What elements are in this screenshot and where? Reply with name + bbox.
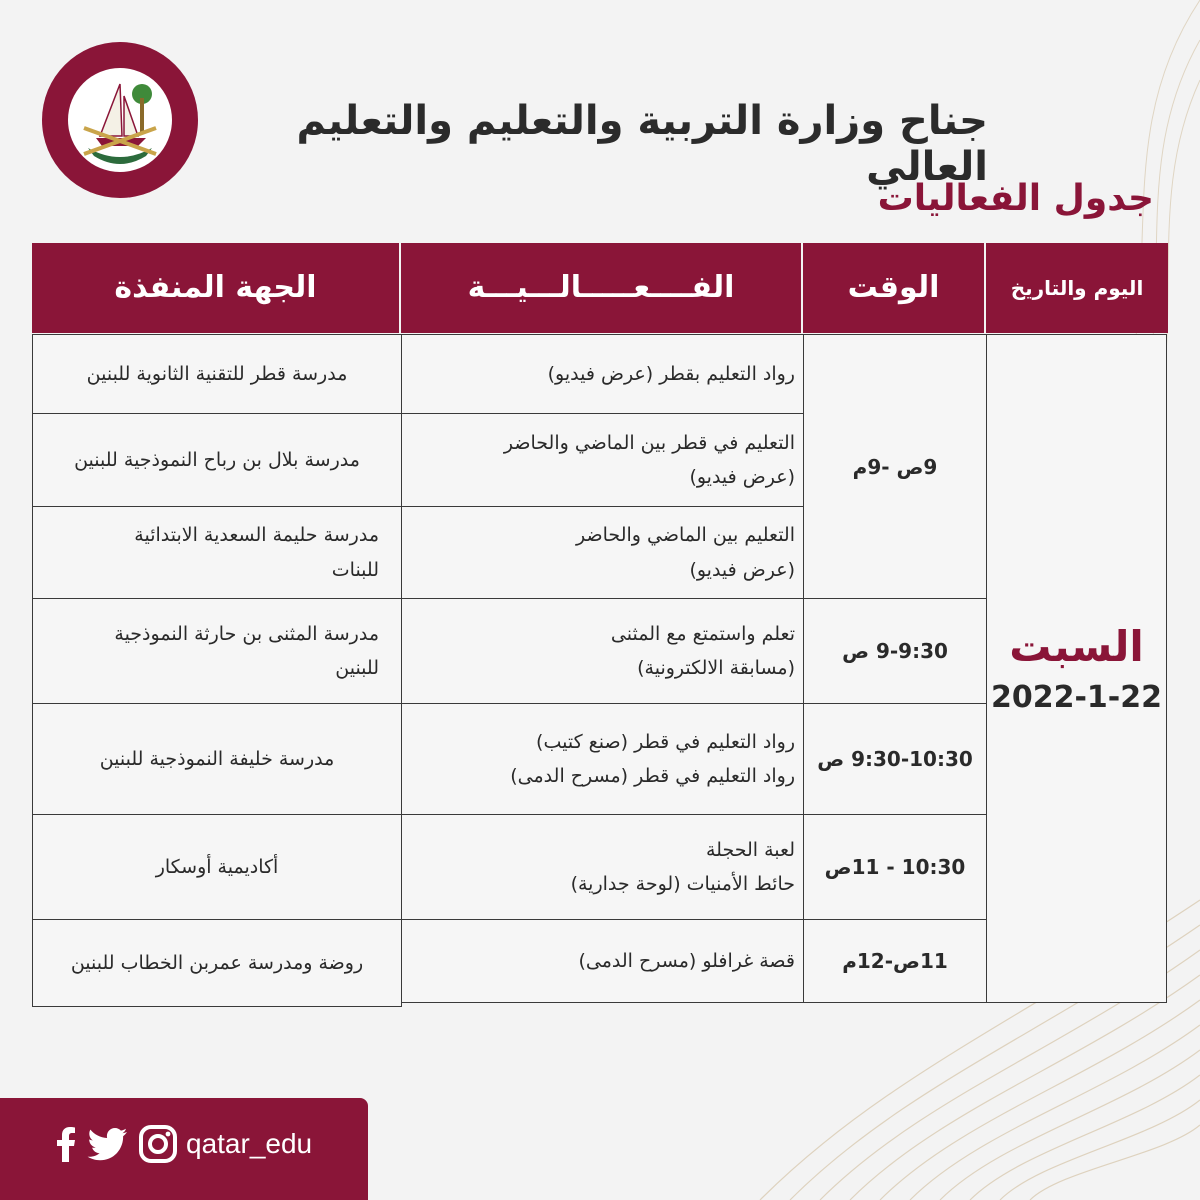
time-value: 11ص-12م xyxy=(842,949,948,973)
organizer-cell xyxy=(32,919,402,1007)
time-cell xyxy=(803,919,987,1003)
facebook-icon[interactable] xyxy=(44,1122,88,1166)
time-value: 9ص -9م xyxy=(852,454,938,479)
header-day-date-label: اليوم والتاريخ xyxy=(1010,276,1144,300)
time-value: 9:30-10:30 ص xyxy=(817,747,973,771)
organizer-line: مدرسة بلال بن رباح النموذجية للبنين xyxy=(74,448,360,471)
social-footer xyxy=(0,1098,368,1200)
organizer-line: مدرسة حليمة السعدية الابتدائية xyxy=(134,524,379,547)
time-cell xyxy=(803,703,987,815)
header-organizer-label: الجهة المنفذة xyxy=(114,270,317,305)
activity-line: رواد التعليم بقطر (عرض فيديو) xyxy=(547,362,795,385)
activity-cell xyxy=(401,334,804,414)
header-day-date xyxy=(986,243,1168,333)
social-handle[interactable]: qatar_edu xyxy=(186,1128,313,1159)
activity-cell xyxy=(401,814,804,920)
organizer-cell xyxy=(32,703,402,815)
organizer-cell xyxy=(32,334,402,414)
organizer-line: للبنات xyxy=(331,558,379,581)
twitter-icon[interactable] xyxy=(84,1122,132,1166)
time-cell xyxy=(803,334,987,599)
activity-cell xyxy=(401,413,804,507)
event-date: 2022-1-22 xyxy=(990,679,1163,715)
activity-line: حائط الأمنيات (لوحة جدارية) xyxy=(570,873,795,895)
organizer-line: مدرسة المثنى بن حارثة النموذجية xyxy=(114,622,379,645)
organizer-line: مدرسة قطر للتقنية الثانوية للبنين xyxy=(86,362,348,385)
page-subtitle: جدول الفعاليات xyxy=(877,178,1154,219)
organizer-line: روضة ومدرسة عمربن الخطاب للبنين xyxy=(70,951,364,974)
activity-line: رواد التعليم في قطر (صنع كتيب) xyxy=(536,730,795,753)
header-activity xyxy=(401,243,801,333)
header-time xyxy=(803,243,984,333)
activity-line: تعلم واستمتع مع المثنى xyxy=(610,622,795,645)
organizer-line: مدرسة خليفة النموذجية للبنين xyxy=(99,747,335,770)
time-value: 10:30 - 11ص xyxy=(824,855,966,879)
activity-line: (مسابقة الالكترونية) xyxy=(637,657,795,679)
activity-cell xyxy=(401,598,804,704)
activity-line: قصة غرافلو (مسرح الدمى) xyxy=(578,949,795,972)
activity-line: (عرض فيديو) xyxy=(689,558,795,581)
activity-line: (عرض فيديو) xyxy=(689,466,795,488)
page-title: جناح وزارة التربية والتعليم والتعليم العالي xyxy=(296,98,988,190)
day-name: السبت xyxy=(1009,622,1144,672)
day-date-cell xyxy=(986,334,1167,1003)
activity-line: لعبة الحجلة xyxy=(706,838,795,861)
activity-line: التعليم في قطر بين الماضي والحاضر xyxy=(503,431,795,454)
qatar-ministry-logo xyxy=(38,38,202,202)
time-value: 9-9:30 ص xyxy=(842,639,948,663)
time-cell xyxy=(803,814,987,920)
organizer-line: أكاديمية أوسكار xyxy=(155,855,279,878)
instagram-icon[interactable] xyxy=(136,1122,180,1166)
organizer-line: للبنين xyxy=(335,657,379,679)
header-activity-label: الفــــعـــــالـــيـــة xyxy=(467,270,735,305)
activity-cell xyxy=(401,919,804,1003)
activity-line: رواد التعليم في قطر (مسرح الدمى) xyxy=(510,765,795,787)
header-organizer xyxy=(32,243,399,333)
organizer-cell xyxy=(32,413,402,507)
organizer-cell xyxy=(32,814,402,920)
organizer-cell xyxy=(32,598,402,704)
time-cell xyxy=(803,598,987,704)
activity-cell xyxy=(401,506,804,599)
activity-line: التعليم بين الماضي والحاضر xyxy=(576,524,795,547)
activity-cell xyxy=(401,703,804,815)
header-time-label: الوقت xyxy=(847,270,940,305)
organizer-cell xyxy=(32,506,402,599)
